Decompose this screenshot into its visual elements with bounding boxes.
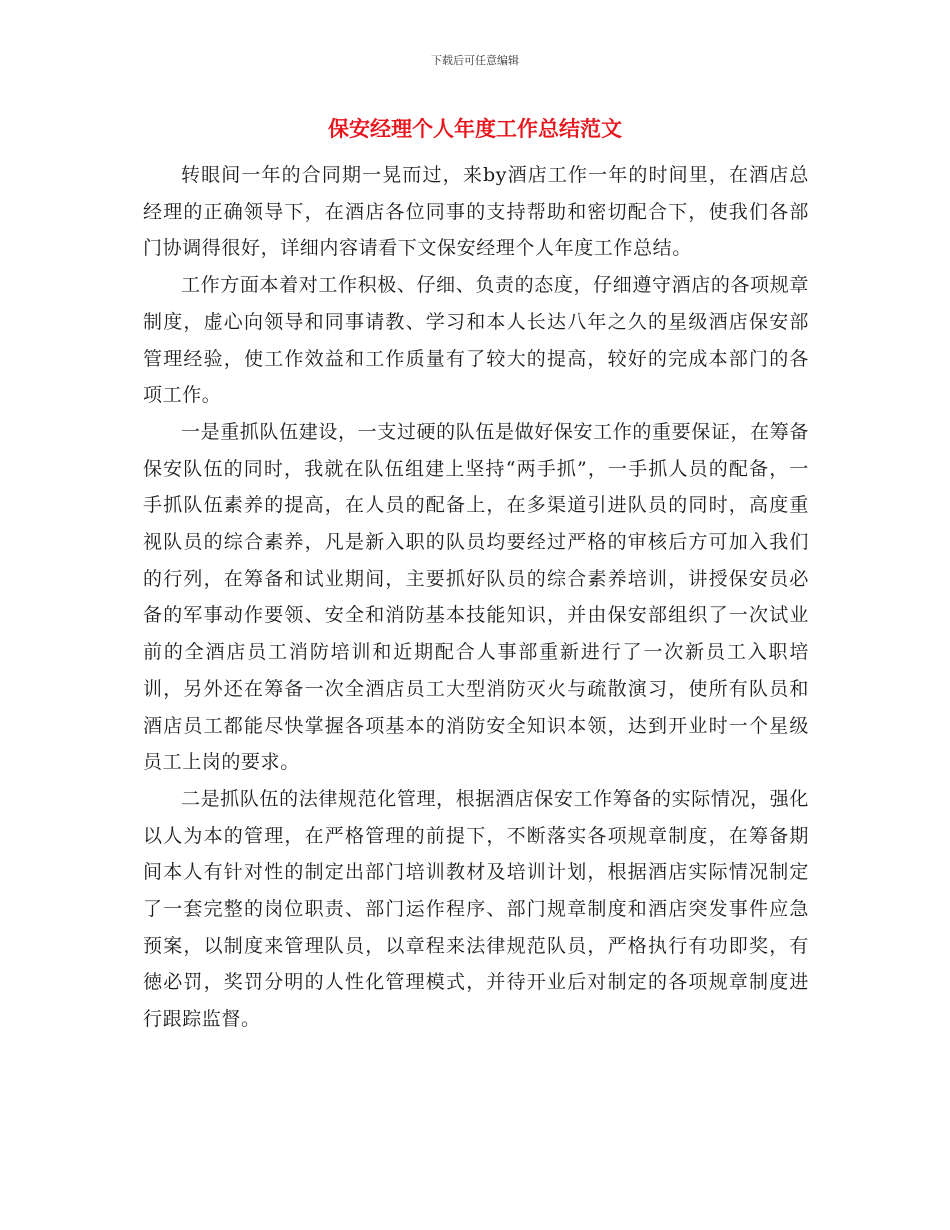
document-title: 保安经理个人年度工作总结范文 <box>328 117 622 141</box>
paragraph-regulation-management: 二是抓队伍的法律规范化管理，根据酒店保安工作筹备的实际情况，强化以人为本的管理，在严格管理的前提下，不断落实各项规章制度，在筹备期间本人有针对性的制定出部门培训教材及培训计划，根据酒店实际情况制定了一套完整的岗位职责、部门运作程序、部门规章制度和酒店突发事件应急预案，以制度来管理队员，以章程来法律规范队员，严格执行有功即奖，有徳必罚，奖罚分明的人性化管理模式，并待开业后对制定的各项规章制度进行跟踪监督。 <box>143 787 809 1031</box>
paragraph-intro: 转眼间一年的合同期一晃而过，来by酒店工作一年的时间里，在酒店总经理的正确领导下，在酒店各位同事的支持帮助和密切配合下，使我们各部门协调得很好，详细内容请看下文保安经理个人年度工作总结。 <box>143 164 809 260</box>
document-body <box>143 157 809 1038</box>
paragraph-team-building: 一是重抓队伍建设，一支过硬的队伍是做好保安工作的重要保证，在筹备保安队伍的同时，我就在队伍组建上坚持“两手抓”，一手抓人员的配备，一手抓队伍素养的提高，在人员的配备上，在多渠道引进队员的同时，高度重视队员的综合素养，凡是新入职的队员均要经过严格的审核后方可加入我们的行列，在筹备和试业期间，主要抓好队员的综合素养培训，讲授保安员必备的军事动作要领、安全和消防基本技能知识，并由保安部组织了一次试业前的全酒店员工消防培训和近期配合人事部重新进行了一次新员工入职培训，另外还在筹备一次全酒店员工大型消防灭火与疏散演习，使所有队员和酒店员工都能尽快掌握各项基本的消防安全知识本领，达到开业时一个星级员工上岗的要求。 <box>143 420 809 774</box>
paragraph-work-attitude: 工作方面本着对工作积极、仔细、负责的态度，仔细遵守酒店的各项规章制度，虚心向领导和同事请教、学习和本人长达八年之久的星级酒店保安部管理经验，使工作效益和工作质量有了较大的提高，较好的完成本部门的各项工作。 <box>143 274 809 407</box>
page-header-note: 下载后可任意编辑 <box>431 54 519 67</box>
